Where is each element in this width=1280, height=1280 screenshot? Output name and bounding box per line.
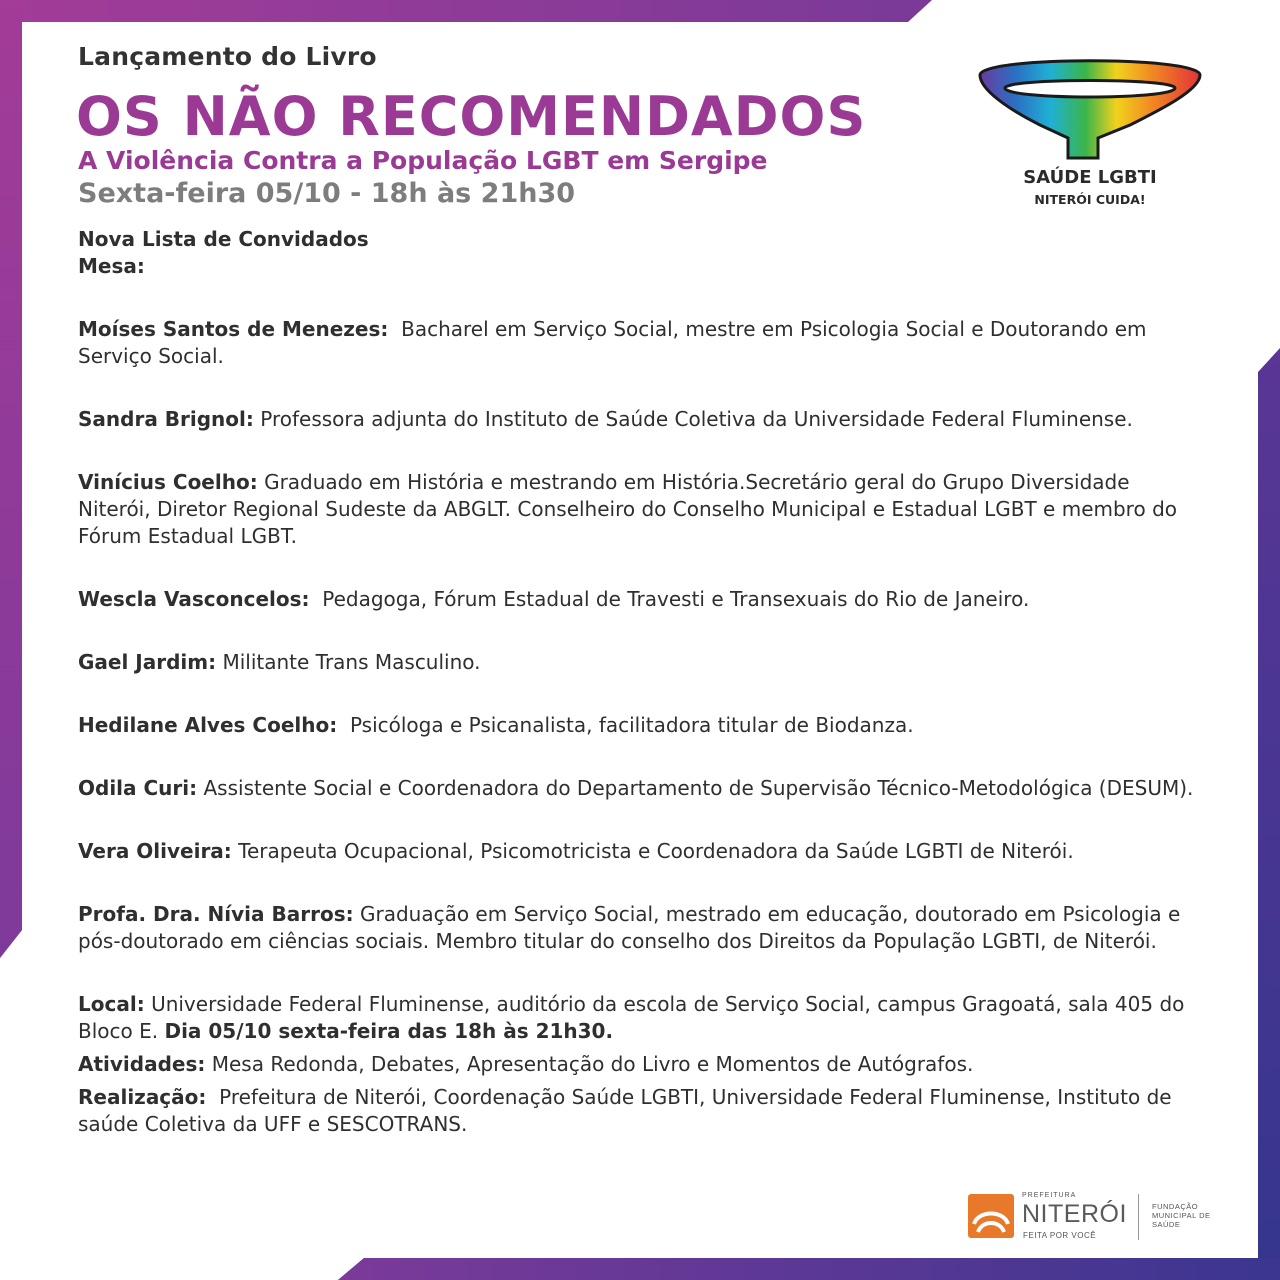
local-text: Universidade Federal Fluminense, auditório da escola de Serviço Social, campus Gragoatá, sala 405 do Bloco E. [78,992,1185,1043]
guest-desc: Bacharel em Serviço Social, mestre em Psicologia Social e Doutorando em Serviço Social. [78,317,1147,368]
table-label: Mesa: [78,254,145,278]
book-subtitle: A Violência Contra a População LGBT em Sergipe [78,146,768,175]
niteroi-emblem-icon [968,1194,1014,1238]
guest-name: Vera Oliveira: [78,839,232,863]
guest-list-heading: Nova Lista de Convidados [78,227,369,251]
saude-lgbti-logo [970,50,1210,215]
guest-entry [78,649,1208,676]
activities-text: Mesa Redonda, Debates, Apresentação do Livro e Momentos de Autógrafos. [211,1052,974,1076]
realization-text: Prefeitura de Niterói, Coordenação Saúde LGBTI, Universidade Federal Fluminense, Instituto de saúde Coletiva da UFF e SESCOTRANS. [78,1085,1172,1136]
niteroi-logo [968,1190,1211,1246]
niteroi-prefeitura: PREFEITURA [1022,1192,1077,1199]
local-label: Local: [78,992,145,1016]
book-title: OS NÃO RECOMENDADOS [76,85,867,148]
niteroi-name: NITERÓI [1022,1200,1127,1228]
activities-label: Atividades: [78,1052,206,1076]
guest-desc: Graduado em História e mestrando em História.Secretário geral do Grupo Diversidade Niterói, Diretor Regional Sudeste da ABGLT. Conselheiro do Conselho Municipal e Estadual LGBT e membro do Fórum Estadual LGBT. [78,470,1177,548]
logo-tagline: NITERÓI CUIDA! [1034,192,1146,207]
guest-name: Moíses Santos de Menezes: [78,317,389,341]
guest-name: Wescla Vasconcelos: [78,587,310,611]
guest-name: Sandra Brignol: [78,407,254,431]
guest-desc: Professora adjunta do Instituto de Saúde Coletiva da Universidade Federal Fluminense. [260,407,1133,431]
rainbow-funnel-icon [970,50,1210,165]
guest-name: Profa. Dra. Nívia Barros: [78,902,354,926]
guest-name: Gael Jardim: [78,650,217,674]
logo-divider [1138,1194,1139,1240]
guest-desc: Psicóloga e Psicanalista, facilitadora titular de Biodanza. [349,713,914,737]
event-date: Sexta-feira 05/10 - 18h às 21h30 [78,178,576,209]
guest-name: Hedilane Alves Coelho: [78,713,338,737]
guest-desc: Pedagoga, Fórum Estadual de Travesti e Transexuais do Rio de Janeiro. [322,587,1030,611]
guest-entry [78,712,1208,739]
fundacao-label: FUNDAÇÃO MUNICIPAL DE SAÚDE [1152,1202,1211,1229]
realization-label: Realização: [78,1085,207,1109]
guest-list [78,226,1208,1138]
guest-desc: Assistente Social e Coordenadora do Departamento de Supervisão Técnico-Metodológica (DESUM). [203,776,1194,800]
guest-entry [78,406,1208,433]
guest-desc: Terapeuta Ocupacional, Psicomotricista e Coordenadora da Saúde LGBTI de Niterói. [238,839,1074,863]
guest-desc: Graduação em Serviço Social, mestrado em educação, doutorado em Psicologia e pós-doutorado em ciências sociais. Membro titular do conselho dos Direitos da População LGBTI, de Niterói. [78,902,1181,953]
realization-info [78,1084,1208,1138]
guest-desc: Militante Trans Masculino. [222,650,481,674]
guest-entry [78,469,1208,550]
guest-entry [78,586,1208,613]
launch-label: Lançamento do Livro [78,42,377,71]
guest-name: Odila Curi: [78,776,198,800]
niteroi-tagline: FEITA POR VOCÊ [1023,1231,1097,1240]
guest-entry [78,316,1208,370]
guest-entry [78,775,1208,802]
guest-name: Vinícius Coelho: [78,470,258,494]
guest-entry [78,901,1208,955]
local-date: Dia 05/10 sexta-feira das 18h às 21h30. [164,1019,614,1043]
logo-title: SAÚDE LGBTI [1023,167,1157,188]
activities-info [78,1051,1208,1078]
guest-entry [78,838,1208,865]
local-info [78,991,1208,1045]
